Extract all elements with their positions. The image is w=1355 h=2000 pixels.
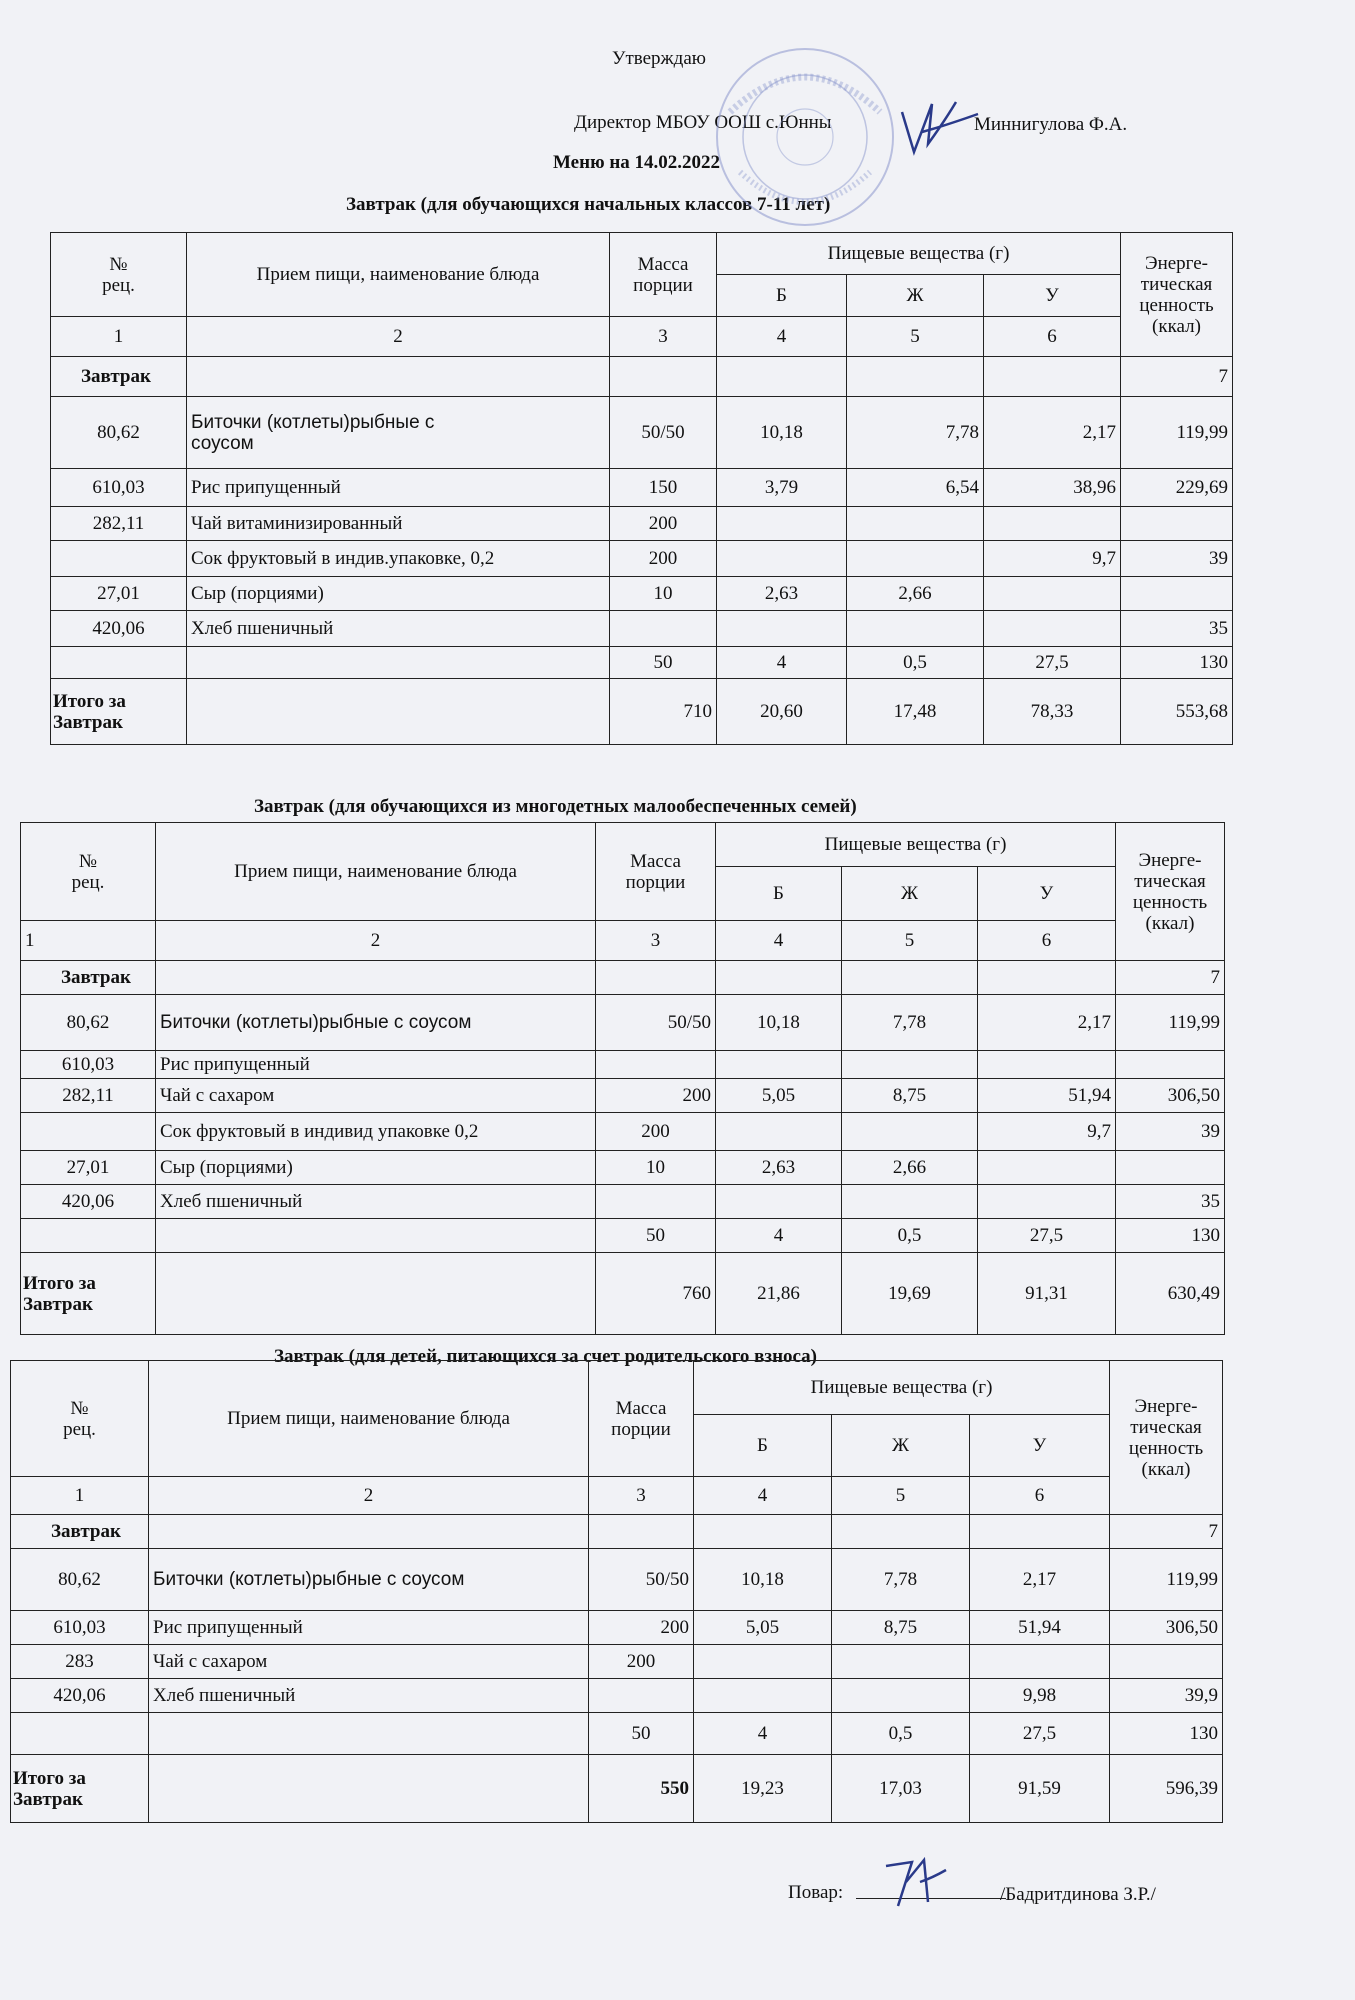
table-row: 50 4 0,5 27,5 130 xyxy=(11,1713,1223,1755)
table-row: 420,06 Хлеб пшеничный 35 xyxy=(51,611,1233,647)
table-row: 282,11 Чай с сахаром 200 5,05 8,75 51,94 306,50 xyxy=(21,1079,1225,1113)
col-mass-header: Масса порции xyxy=(610,233,717,317)
director-title: Директор МБОУ ООШ с.Юнны xyxy=(574,112,832,133)
col-energy-header: Энерге- тическая ценность (ккал) xyxy=(1110,1361,1223,1515)
cook-name: /Бадритдинова З.Р./ xyxy=(1000,1884,1156,1905)
table-row: 420,06 Хлеб пшеничный 35 xyxy=(21,1185,1225,1219)
director-name: Миннигулова Ф.А. xyxy=(974,114,1128,135)
menu-title: Меню на 14.02.2022 xyxy=(553,152,721,173)
total-row: Итого за Завтрак 760 21,86 19,69 91,31 630,49 xyxy=(21,1253,1225,1335)
col-nutrients-header: Пищевые вещества (г) xyxy=(717,233,1121,275)
col-protein-header: Б xyxy=(694,1415,832,1477)
col-carb-header: У xyxy=(984,275,1121,317)
approve-label: Утверждаю xyxy=(612,48,706,69)
col-fat-header: Ж xyxy=(842,867,978,921)
table2-title: Завтрак (для обучающихся из многодетных малообеспеченных семей) xyxy=(254,796,857,817)
col-rec-header: № рец. xyxy=(11,1361,149,1477)
col-carb-header: У xyxy=(978,867,1116,921)
table-row: Сок фруктовый в индив.упаковке, 0,2 200 9,7 39 xyxy=(51,541,1233,577)
menu-table-1: № рец. Прием пищи, наименование блюда Масса порции Пищевые вещества (г) Энерге- тическая ценность (ккал) Б Ж У 1 2 3 4 5 6 Завтрак 7 80,62 Биточки (котлеты)рыбные с соусом 50/50 10,18 7,78 2,17 119,99 610,03 Рис припущенный 150 3,79 6,54 38,96 229,69 282,11 Чай витаминизированный 200 Сок фруктовый в индив.упаковке, 0,2 200 9,7 39 27,01 Сыр (порциями) 10 2,63 2,66 420,06 Хлеб пшеничный 35 50 4 0,5 27,5 130 Итого за Завтрак 710 20,60 17,48 78,33 553,68 xyxy=(50,232,1233,745)
table-row: 50 4 0,5 27,5 130 xyxy=(51,647,1233,679)
table-row: 610,03 Рис припущенный xyxy=(21,1051,1225,1079)
section-row: Завтрак 7 xyxy=(21,961,1225,995)
table-row: 610,03 Рис припущенный 150 3,79 6,54 38,96 229,69 xyxy=(51,469,1233,507)
table-row: 50 4 0,5 27,5 130 xyxy=(21,1219,1225,1253)
table-row: 27,01 Сыр (порциями) 10 2,63 2,66 xyxy=(51,577,1233,611)
col-fat-header: Ж xyxy=(847,275,984,317)
col-fat-header: Ж xyxy=(832,1415,970,1477)
table-row: 420,06 Хлеб пшеничный 9,98 39,9 xyxy=(11,1679,1223,1713)
col-nutrients-header: Пищевые вещества (г) xyxy=(694,1361,1110,1415)
col-rec-header: № рец. xyxy=(21,823,156,921)
cook-signature xyxy=(876,1852,956,1916)
col-protein-header: Б xyxy=(716,867,842,921)
cook-label: Повар: xyxy=(788,1882,844,1903)
menu-table-2: № рец. Прием пищи, наименование блюда Масса порции Пищевые вещества (г) Энерге- тическая ценность (ккал) Б Ж У 1 2 3 4 5 6 Завтрак 7 80,62 Биточки (котлеты)рыбные с соусом 50/50 10,18 7,78 2,17 119,99 610,03 Рис припущенный 282,11 Чай с сахаром 200 5,05 8,75 51,94 306,50 Сок фруктовый в индивид упаковке 0,2 200 9,7 39 27,01 Сыр (порциями) 10 2,63 2,66 420,06 Хлеб пшеничный 35 50 4 0,5 27,5 130 Итого за Завтрак 760 21,86 19,69 91,31 630,49 xyxy=(20,822,1225,1335)
total-row: Итого за Завтрак 550 19,23 17,03 91,59 596,39 xyxy=(11,1755,1223,1823)
table-row: 80,62 Биточки (котлеты)рыбные с соусом 50/50 10,18 7,78 2,17 119,99 xyxy=(11,1549,1223,1611)
table-row: 282,11 Чай витаминизированный 200 xyxy=(51,507,1233,541)
section-row: Завтрак 7 xyxy=(51,357,1233,397)
table1-title: Завтрак (для обучающихся начальных классов 7-11 лет) xyxy=(346,194,831,215)
section-row: Завтрак 7 xyxy=(11,1515,1223,1549)
table3-title: Завтрак (для детей, питающихся за счет родительского взноса) xyxy=(274,1346,818,1367)
col-carb-header: У xyxy=(970,1415,1110,1477)
col-dish-header: Прием пищи, наименование блюда xyxy=(187,233,610,317)
col-nutrients-header: Пищевые вещества (г) xyxy=(716,823,1116,867)
col-dish-header: Прием пищи, наименование блюда xyxy=(149,1361,589,1477)
total-row: Итого за Завтрак 710 20,60 17,48 78,33 553,68 xyxy=(51,679,1233,745)
col-dish-header: Прием пищи, наименование блюда xyxy=(156,823,596,921)
col-energy-header: Энерге- тическая ценность (ккал) xyxy=(1121,233,1233,357)
table-row: 27,01 Сыр (порциями) 10 2,63 2,66 xyxy=(21,1151,1225,1185)
table-row: 80,62 Биточки (котлеты)рыбные с соусом 50/50 10,18 7,78 2,17 119,99 xyxy=(21,995,1225,1051)
official-stamp xyxy=(700,42,910,232)
table-row: Сок фруктовый в индивид упаковке 0,2 200 9,7 39 xyxy=(21,1113,1225,1151)
table-row: 283 Чай с сахаром 200 xyxy=(11,1645,1223,1679)
col-protein-header: Б xyxy=(717,275,847,317)
menu-table-3: № рец. Прием пищи, наименование блюда Масса порции Пищевые вещества (г) Энерге- тическая ценность (ккал) Б Ж У 1 2 3 4 5 6 Завтрак 7 80,62 Биточки (котлеты)рыбные с соусом 50/50 10,18 7,78 2,17 119,99 610,03 Рис припущенный 200 5,05 8,75 51,94 306,50 283 Чай с сахаром 200 420,06 Хлеб пшеничный 9,98 39,9 50 4 0,5 27,5 130 Итого за Завтрак 550 19,23 17,03 91,59 596,39 xyxy=(10,1360,1223,1823)
table-row: 80,62 Биточки (котлеты)рыбные с соусом 50/50 10,18 7,78 2,17 119,99 xyxy=(51,397,1233,469)
col-rec-header: № рец. xyxy=(51,233,187,317)
col-mass-header: Масса порции xyxy=(589,1361,694,1477)
col-mass-header: Масса порции xyxy=(596,823,716,921)
col-energy-header: Энерге- тическая ценность (ккал) xyxy=(1116,823,1225,961)
table-row: 610,03 Рис припущенный 200 5,05 8,75 51,94 306,50 xyxy=(11,1611,1223,1645)
director-signature xyxy=(894,92,984,162)
